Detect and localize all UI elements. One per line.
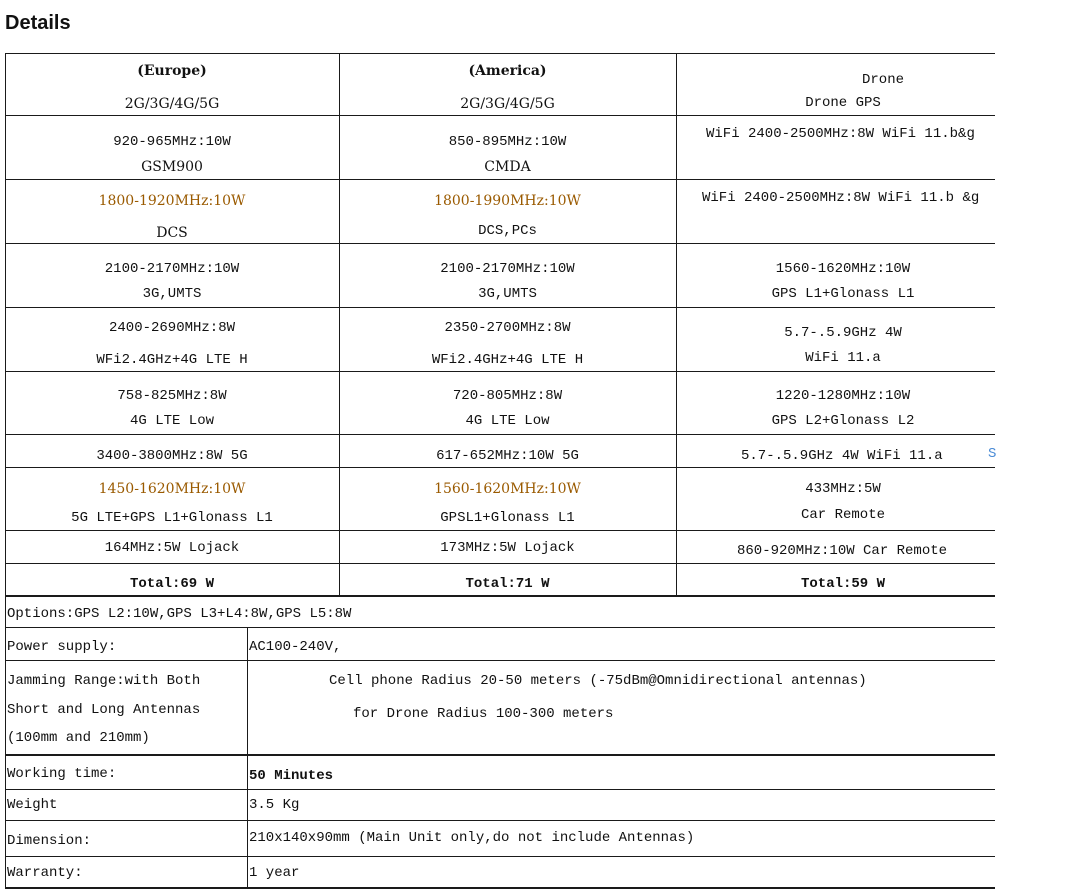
- total-drone: Total:59 W: [800, 576, 885, 592]
- spec-value-working-time: 50 Minutes: [249, 768, 334, 784]
- freq-cell: 1560-1620MHz:10W: [775, 261, 911, 277]
- band-cell: WFi2.4GHz+4G LTE H: [431, 352, 584, 368]
- row-divider: [5, 820, 995, 821]
- band-cell: 4G LTE Low: [465, 413, 550, 429]
- options-text: Options:GPS L2:10W,GPS L3+L4:8W,GPS L5:8W: [7, 606, 352, 622]
- column-header-america: (America): [468, 63, 547, 79]
- column-subtitle-america: 2G/3G/4G/5G: [460, 96, 555, 112]
- band-cell: 4G LTE Low: [129, 413, 214, 429]
- total-america: Total:71 W: [465, 576, 550, 592]
- column-header-drone: Drone: [861, 72, 904, 88]
- freq-cell: 860-920MHz:10W Car Remote: [737, 543, 948, 559]
- spec-value-dimension: 210x140x90mm (Main Unit only,do not include Antennas): [249, 830, 695, 846]
- spec-label-weight: Weight: [7, 797, 58, 813]
- row-divider: [5, 856, 995, 857]
- spec-value-warranty: 1 year: [249, 865, 300, 881]
- table-left-border: [5, 53, 6, 889]
- column-header-europe: (Europe): [137, 63, 207, 79]
- band-cell: WFi2.4GHz+4G LTE H: [96, 352, 248, 368]
- band-cell: 3G,UMTS: [142, 286, 202, 302]
- partial-text-cut-off: S: [988, 446, 997, 462]
- band-cell: WiFi 11.a: [805, 350, 881, 366]
- table-top-border: [5, 53, 995, 54]
- row-divider: [5, 530, 995, 531]
- band-cell: DCS,PCs: [478, 223, 537, 239]
- freq-cell-highlight: 1800-1920MHz:10W: [98, 193, 246, 209]
- row-divider: [5, 115, 995, 116]
- band-cell: DCS: [156, 225, 188, 241]
- band-cell: 3G,UMTS: [478, 286, 537, 302]
- freq-cell: 720-805MHz:8W: [452, 388, 563, 404]
- freq-cell: 2100-2170MHz:10W: [104, 261, 240, 277]
- freq-cell: 3400-3800MHz:8W 5G: [96, 448, 248, 464]
- row-divider: [5, 371, 995, 372]
- freq-cell: 433MHz:5W: [805, 481, 881, 497]
- freq-cell: 758-825MHz:8W: [117, 388, 227, 404]
- row-divider: [5, 563, 995, 564]
- freq-cell-highlight: 1800-1990MHz:10W: [434, 193, 581, 209]
- row-divider: [5, 660, 995, 661]
- row-divider: [5, 627, 995, 628]
- row-divider: [5, 243, 995, 244]
- row-divider: [5, 467, 995, 468]
- freq-cell: 5.7-.5.9GHz 4W: [784, 325, 902, 341]
- row-divider: [5, 595, 995, 597]
- freq-cell: 164MHz:5W Lojack: [104, 540, 240, 556]
- band-cell: 5G LTE+GPS L1+Glonass L1: [71, 510, 273, 526]
- column-subtitle-drone: Drone GPS: [805, 95, 881, 111]
- freq-cell: 1220-1280MHz:10W: [775, 388, 911, 404]
- row-divider: [5, 179, 995, 180]
- band-cell: GPS L2+Glonass L2: [771, 413, 915, 429]
- row-divider: [5, 789, 995, 790]
- freq-cell: 850-895MHz:10W: [448, 134, 567, 150]
- freq-cell: 5.7-.5.9GHz 4W WiFi 11.a: [741, 448, 943, 464]
- freq-cell: 2100-2170MHz:10W: [440, 261, 575, 277]
- freq-cell: WiFi 2400-2500MHz:8W WiFi 11.b&g: [706, 126, 975, 142]
- freq-cell: 617-652MHz:10W 5G: [436, 448, 579, 464]
- spec-label-range: Jamming Range:with Both: [7, 673, 201, 689]
- page-title: Details: [5, 12, 71, 34]
- table-bottom-border: [5, 887, 995, 889]
- spec-value-range: Cell phone Radius 20-50 meters (-75dBm@Omnidirectional antennas): [329, 673, 867, 689]
- freq-cell: WiFi 2400-2500MHz:8W WiFi 11.b &g: [702, 190, 980, 206]
- spec-label-range: (100mm and 210mm): [7, 730, 150, 746]
- row-divider: [5, 754, 995, 756]
- column-divider: [247, 627, 248, 888]
- band-cell: GPSL1+Glonass L1: [440, 510, 575, 526]
- freq-cell: 2350-2700MHz:8W: [444, 320, 571, 336]
- spec-label-power: Power supply:: [7, 639, 117, 655]
- band-cell: CMDA: [484, 159, 531, 175]
- spec-value-power: AC100-240V,: [249, 639, 342, 655]
- total-europe: Total:69 W: [129, 576, 214, 592]
- spec-label-warranty: Warranty:: [7, 865, 83, 881]
- freq-cell: 920-965MHz:10W: [113, 134, 231, 150]
- band-cell: GSM900: [141, 159, 203, 175]
- freq-cell-highlight: 1560-1620MHz:10W: [434, 481, 581, 497]
- spec-value-weight: 3.5 Kg: [249, 797, 300, 813]
- freq-cell: 173MHz:5W Lojack: [440, 540, 575, 556]
- freq-cell-highlight: 1450-1620MHz:10W: [98, 481, 246, 497]
- spec-label-range: Short and Long Antennas: [7, 702, 201, 718]
- spec-label-working-time: Working time:: [7, 766, 117, 782]
- band-cell: GPS L1+Glonass L1: [771, 286, 915, 302]
- spec-label-dimension: Dimension:: [7, 833, 92, 849]
- column-subtitle-europe: 2G/3G/4G/5G: [124, 96, 220, 112]
- freq-cell: 2400-2690MHz:8W: [108, 320, 236, 336]
- row-divider: [5, 307, 995, 308]
- band-cell: Car Remote: [800, 507, 885, 523]
- spec-value-range: for Drone Radius 100-300 meters: [353, 706, 614, 722]
- row-divider: [5, 434, 995, 435]
